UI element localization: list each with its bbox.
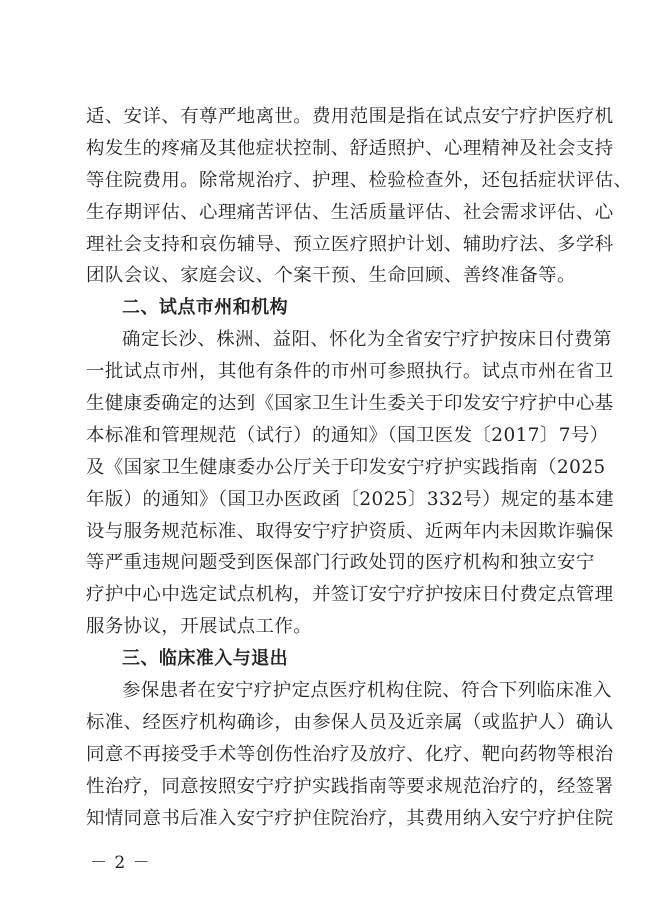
text-line: 知情同意书后准入安宁疗护住院治疗，其费用纳入安宁疗护住院 <box>86 807 614 829</box>
text-line: 同意不再接受手术等创伤性治疗及放疗、化疗、靶向药物等根治 <box>86 743 614 765</box>
text-line: 理社会支持和哀伤辅导、预立医疗照护计划、辅助疗法、多学科 <box>86 233 614 255</box>
text-line: 构发生的疼痛及其他症状控制、舒适照护、心理精神及社会支持 <box>86 137 614 159</box>
text-line: 性治疗，同意按照安宁疗护实践指南等要求规范治疗的，经签署 <box>86 775 614 797</box>
text-line: 生存期评估、心理痛苦评估、生活质量评估、社会需求评估、心 <box>86 201 614 223</box>
text-line: 标准、经医疗机构确诊，由参保人员及近亲属（或监护人）确认 <box>86 711 614 733</box>
text-line: 及《国家卫生健康委办公厅关于印发安宁疗护实践指南（2025 <box>86 456 606 478</box>
text-line: 生健康委确定的达到《国家卫生计生委关于印发安宁疗护中心基 <box>86 393 614 415</box>
text-line: 团队会议、家庭会议、个案干预、生命回顾、善终准备等。 <box>86 265 576 287</box>
text-line: 等严重违规问题受到医保部门行政处罚的医疗机构和独立安宁 <box>86 552 595 574</box>
section-heading: 二、试点市州和机构 <box>122 297 289 319</box>
text-line: 服务协议，开展试点工作。 <box>86 616 313 638</box>
text-line: 年版）的通知》（国卫办医政函〔2025〕332号）规定的基本建 <box>86 488 615 510</box>
text-line: 参保患者在安宁疗护定点医疗机构住院、符合下列临床准入 <box>122 680 612 702</box>
text-line: 疗护中心中选定试点机构，并签订安宁疗护按床日付费定点管理 <box>86 584 614 606</box>
text-line: 等住院费用。除常规治疗、护理、检验检查外，还包括症状评估、 <box>86 169 633 191</box>
document-body <box>86 101 633 834</box>
page-number: － 2 － <box>90 853 151 873</box>
text-line: 本标准和管理规范（试行）的通知》（国卫医发〔2017〕7号） <box>86 424 609 446</box>
text-line: 确定长沙、株洲、益阳、怀化为全省安宁疗护按床日付费第 <box>122 329 612 351</box>
text-line: 一批试点市州，其他有条件的市州可参照执行。试点市州在省卫 <box>86 361 614 383</box>
text-line: 设与服务规范标准、取得安宁疗护资质、近两年内未因欺诈骗保 <box>86 520 614 542</box>
section-heading: 三、临床准入与退出 <box>122 648 289 670</box>
text-line: 适、安详、有尊严地离世。费用范围是指在试点安宁疗护医疗机 <box>86 106 614 127</box>
